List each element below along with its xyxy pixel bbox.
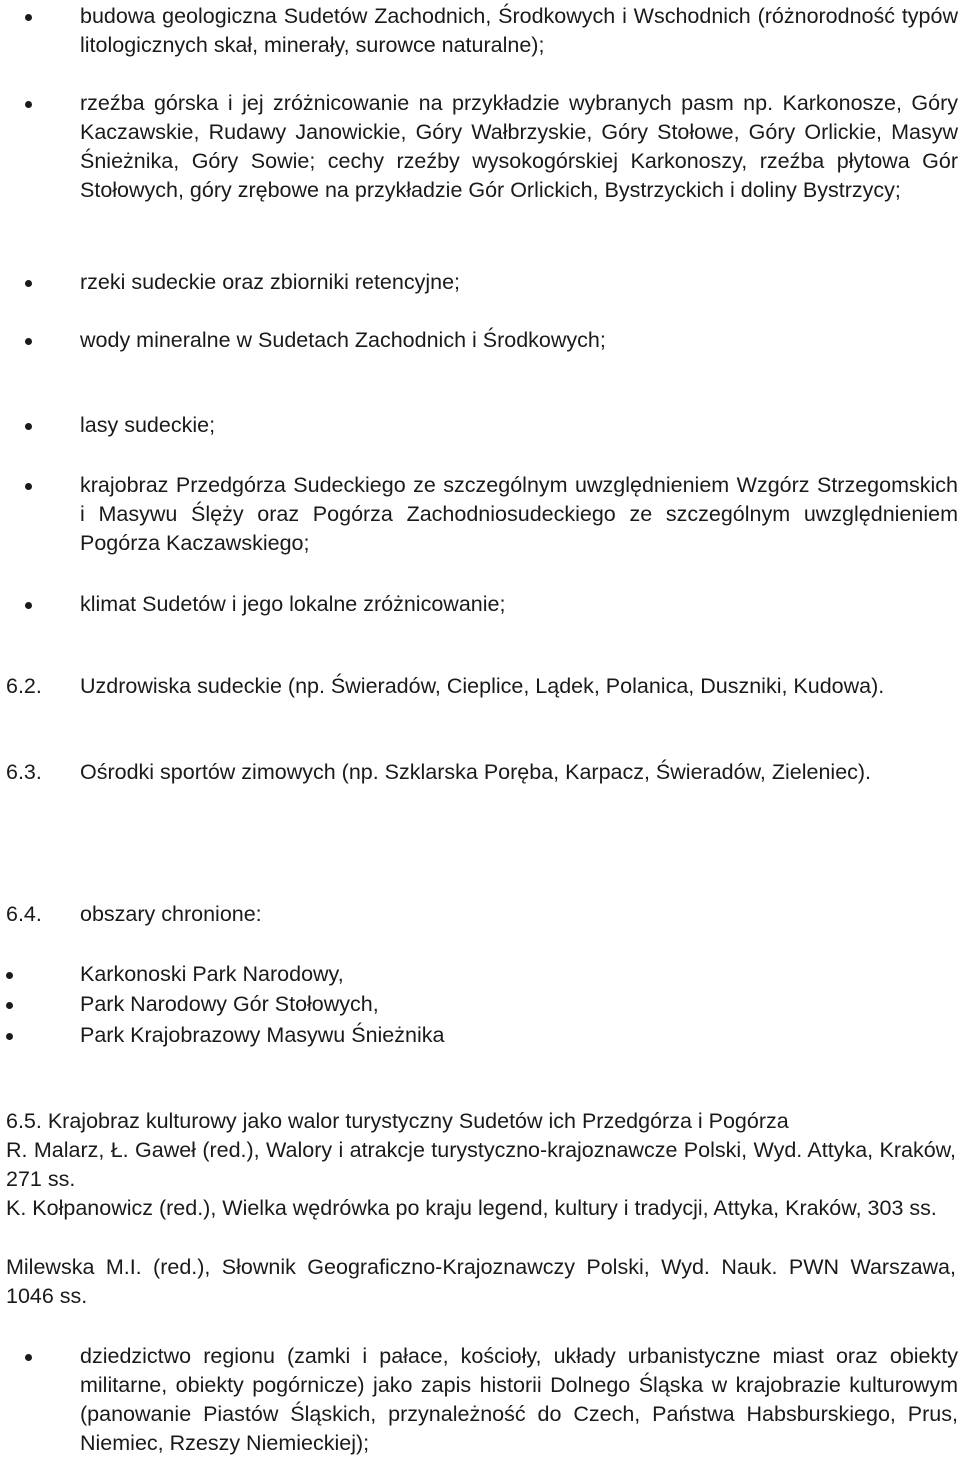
bullet-text: dziedzictwo regionu (zamki i pałace, kościoły, układy urbanistyczne miast oraz obiekty militarne, obiekty pogórnicze) jako zapis historii Dolnego Śląska w krajobrazie kulturowym (panowanie Piastów Śląskich, przynależność do Czech, Państwa Habsburskiego, Prus, Niemiec, Rzeszy Niemieckiej); <box>80 1344 958 1455</box>
bullet-text: budowa geologiczna Sudetów Zachodnich, Środkowych i Wschodnich (różnorodność typów litologicznych skał, minerały, surowce naturalne); <box>80 4 958 57</box>
protected-area-text: Park Narodowy Gór Stołowych, <box>80 992 379 1016</box>
bullet-text: lasy sudeckie; <box>80 413 216 437</box>
section-title: 6.5. Krajobraz kulturowy jako walor turystyczny Sudetów ich Przedgórza i Pogórza <box>6 1109 789 1133</box>
bullet-item <box>0 326 958 355</box>
section-number: 6.4. <box>6 902 42 926</box>
reference-entry: K. Kołpanowicz (red.), Wielka wędrówka po kraju legend, kultury i tradycji, Attyka, Kraków, 303 ss. <box>6 1196 937 1220</box>
bullet-icon <box>25 14 32 21</box>
bullet-text: klimat Sudetów i jego lokalne zróżnicowanie; <box>80 592 506 616</box>
bullet-text: wody mineralne w Sudetach Zachodnich i Środkowych; <box>80 328 606 352</box>
bullet-text: krajobraz Przedgórza Sudeckiego ze szczególnym uwzględnieniem Wzgórz Strzegomskich i Masywu Ślęży oraz Pogórza Zachodniosudeckiego ze szczególnym uwzględnieniem Pogórza Kaczawskiego; <box>80 473 958 555</box>
section-number: 6.2. <box>6 674 42 698</box>
section-text: Uzdrowiska sudeckie (np. Świeradów, Cieplice, Lądek, Polanica, Duszniki, Kudowa). <box>80 674 885 698</box>
bullet-icon <box>25 338 32 345</box>
bullet-icon <box>25 602 32 609</box>
bullet-icon <box>25 423 32 430</box>
reference-entry: R. Malarz, Ł. Gaweł (red.), Walory i atrakcje turystyczno-krajoznawcze Polski, Wyd. Attyka, Kraków, 271 ss. <box>6 1138 956 1191</box>
bullet-icon <box>6 1002 13 1009</box>
bullet-item <box>0 2 958 60</box>
bullet-icon <box>25 101 32 108</box>
bullet-icon <box>25 1354 32 1361</box>
bullet-text: rzeki sudeckie oraz zbiorniki retencyjne; <box>80 270 460 294</box>
protected-area-item <box>0 960 958 989</box>
section-item <box>6 672 958 701</box>
protected-area-item <box>0 990 958 1019</box>
section-item <box>6 900 958 929</box>
protected-area-text: Park Krajobrazowy Masywu Śnieżnika <box>80 1023 445 1047</box>
protected-area-item <box>0 1021 958 1050</box>
bullet-text: rzeźba górska i jej zróżnicowanie na przykładzie wybranych pasm np. Karkonosze, Góry Kaczawskie, Rudawy Janowickie, Góry Wałbrzyskie, Góry Stołowe, Góry Orlickie, Masyw Śnieżnika, Góry Sowie; cechy rzeźby wysokogórskiej Karkonoszy, rzeźba płytowa Gór Stołowych, góry zrębowe na przykładzie Gór Orlickich, Bystrzyckich i doliny Bystrzycy; <box>80 91 958 202</box>
bullet-item <box>0 590 958 619</box>
bullet-item <box>0 471 958 558</box>
section-text: Ośrodki sportów zimowych (np. Szklarska Poręba, Karpacz, Świeradów, Zieleniec). <box>80 760 872 784</box>
section-item <box>6 758 958 787</box>
bullet-item <box>0 1342 958 1458</box>
bullet-icon <box>6 972 13 979</box>
bullet-item <box>0 411 958 440</box>
bullet-item <box>0 89 958 205</box>
reference-entry: Milewska M.I. (red.), Słownik Geograficzno-Krajoznawczy Polski, Wyd. Nauk. PWN Warszawa, 1046 ss. <box>6 1255 956 1308</box>
bullet-icon <box>25 483 32 490</box>
bullet-icon <box>25 280 32 287</box>
section-number: 6.3. <box>6 760 42 784</box>
bullet-icon <box>6 1033 13 1040</box>
section-text: obszary chronione: <box>80 902 262 926</box>
protected-area-text: Karkonoski Park Narodowy, <box>80 962 344 986</box>
bullet-item <box>0 268 958 297</box>
